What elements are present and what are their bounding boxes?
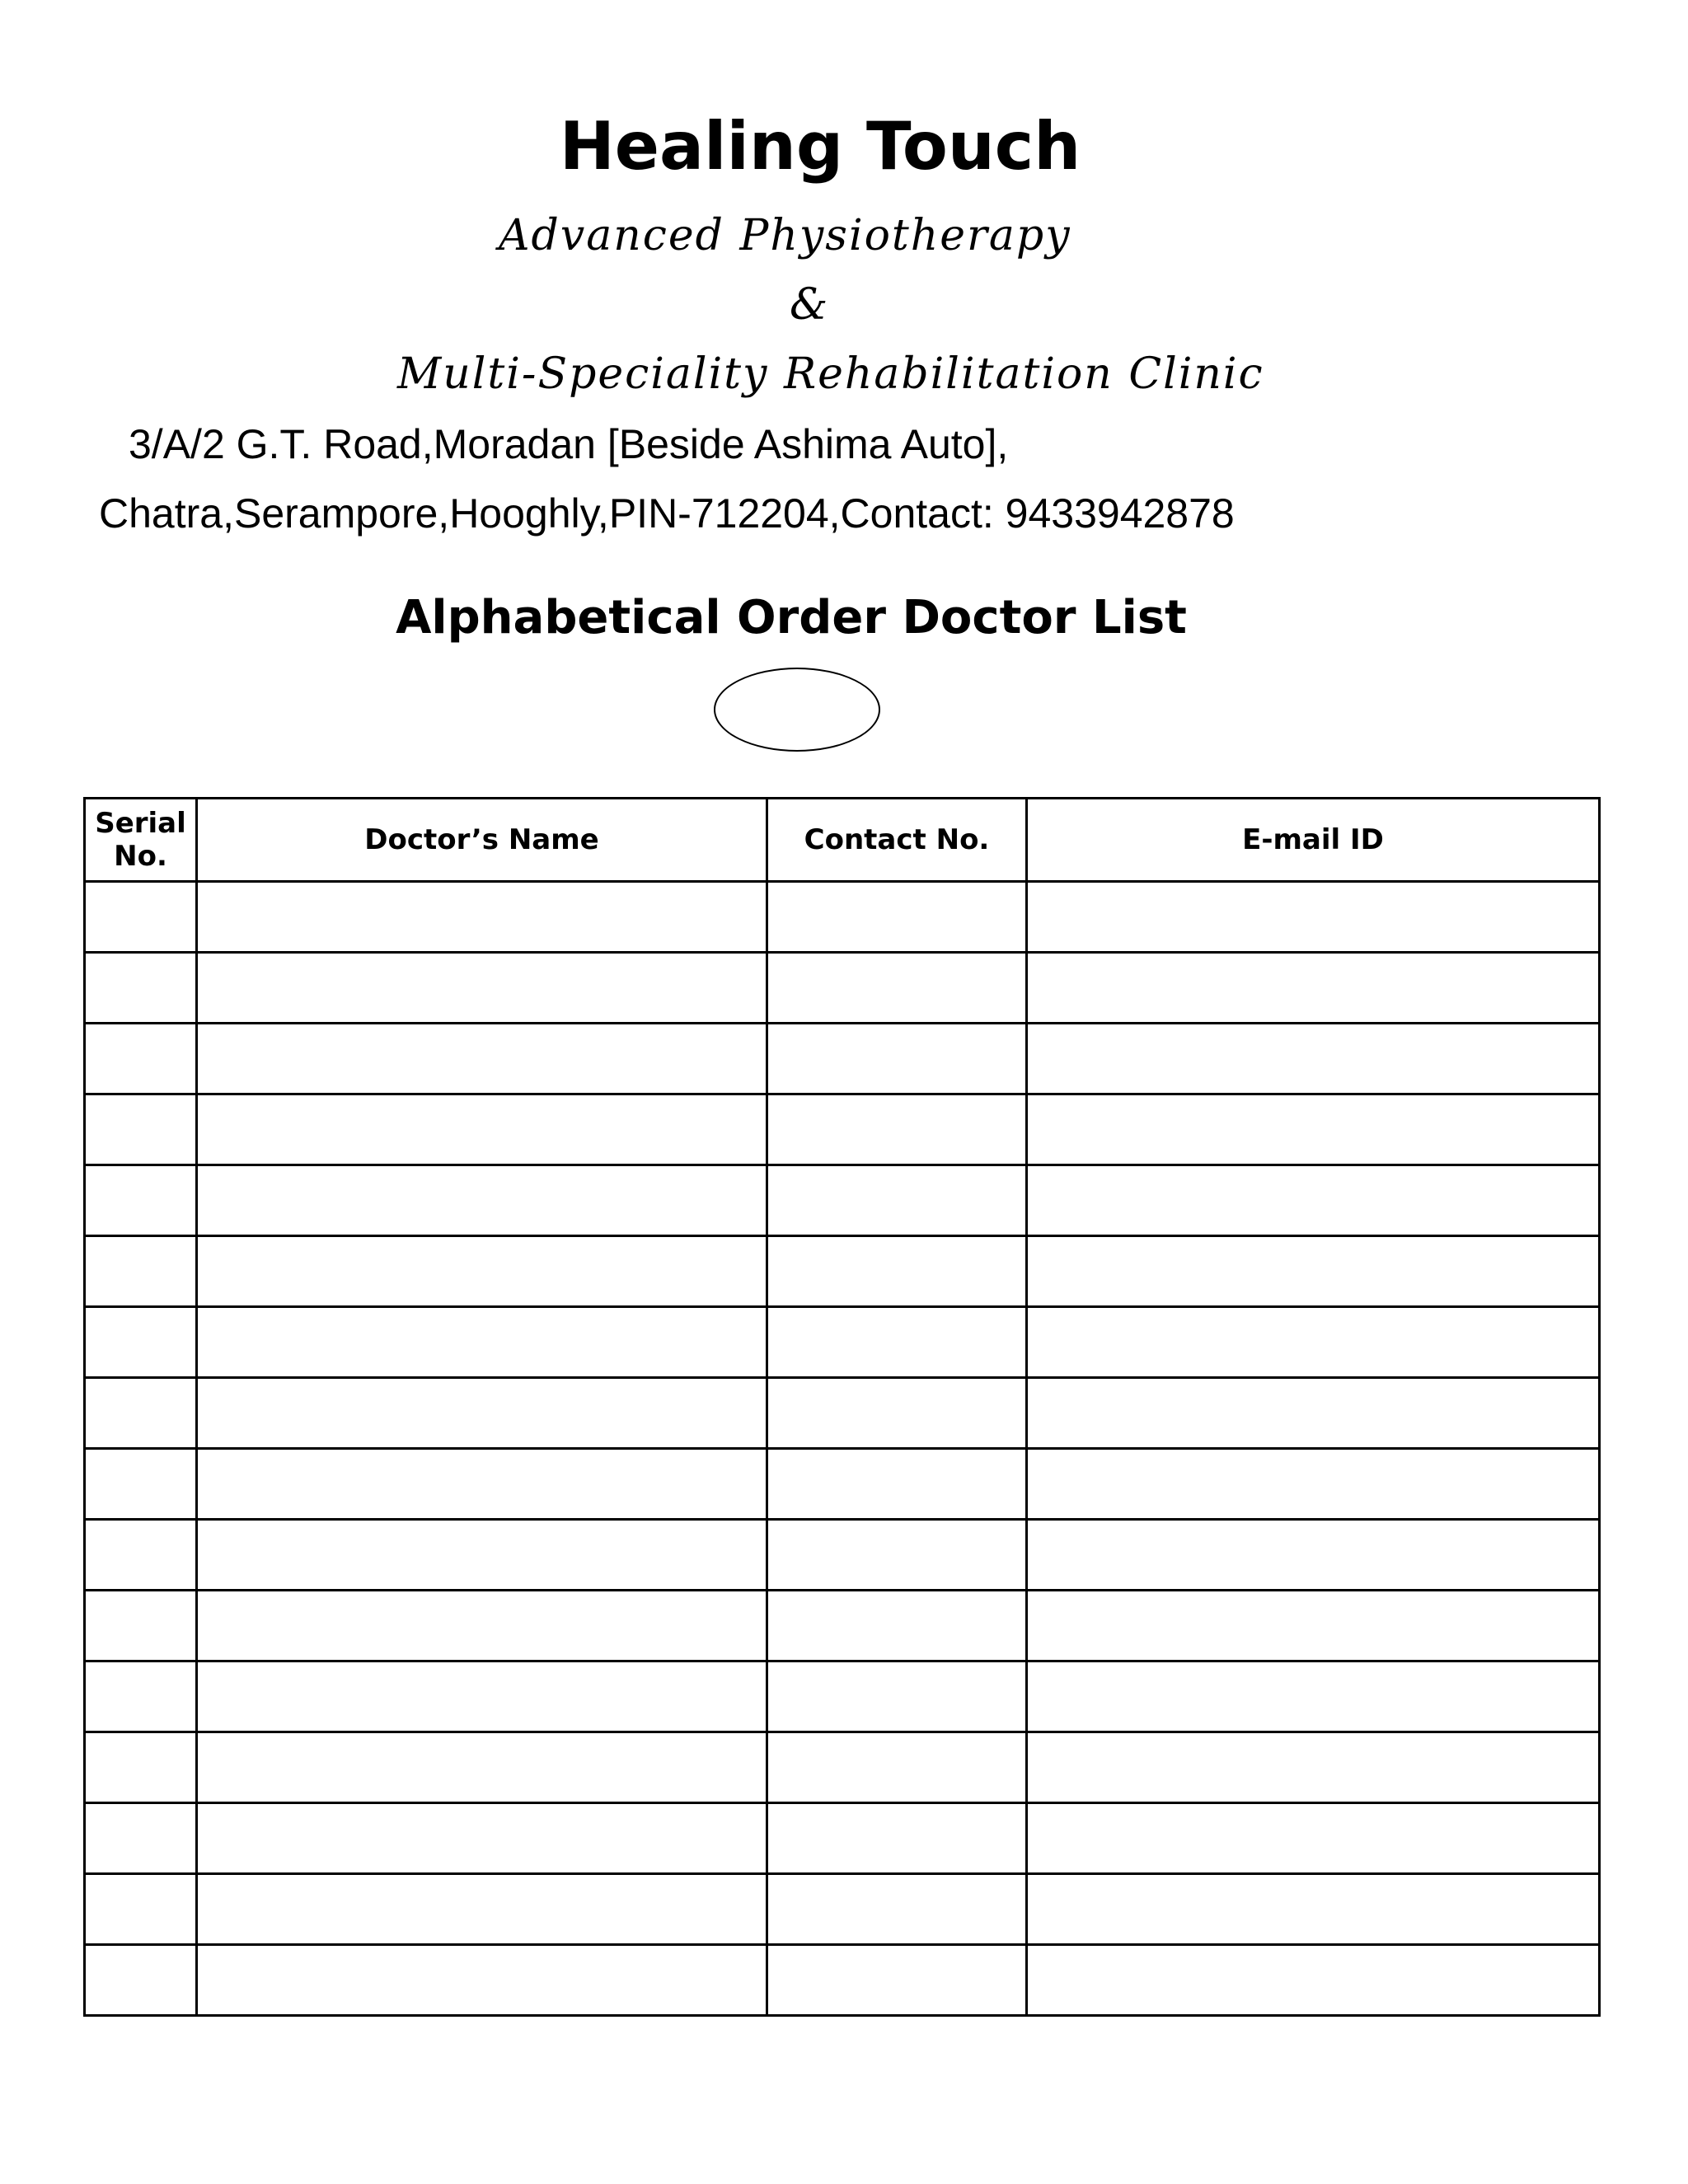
doctor-name-cell[interactable]: [197, 882, 767, 953]
table-row: [85, 1236, 1600, 1307]
table-row: [85, 1874, 1600, 1945]
doctor-table: [83, 797, 1601, 2017]
email-cell[interactable]: [1027, 1307, 1600, 1378]
serial-cell[interactable]: [85, 1024, 197, 1094]
blank-oval-field: [714, 668, 880, 752]
serial-cell[interactable]: [85, 1803, 197, 1874]
serial-cell[interactable]: [85, 1520, 197, 1591]
table-body: [85, 882, 1600, 2016]
header-email-id: E-mail ID: [1027, 799, 1600, 882]
serial-cell[interactable]: [85, 1874, 197, 1945]
table-row: [85, 953, 1600, 1024]
serial-cell[interactable]: [85, 1591, 197, 1661]
doctor-name-cell[interactable]: [197, 1520, 767, 1591]
email-cell[interactable]: [1027, 1024, 1600, 1094]
tagline-advanced-physiotherapy: Advanced Physiotherapy: [499, 211, 1071, 260]
contact-cell[interactable]: [767, 1378, 1027, 1449]
doctor-name-cell[interactable]: [197, 1803, 767, 1874]
contact-cell[interactable]: [767, 953, 1027, 1024]
email-cell[interactable]: [1027, 1094, 1600, 1165]
serial-cell[interactable]: [85, 1236, 197, 1307]
email-cell[interactable]: [1027, 1520, 1600, 1591]
list-title: Alphabetical Order Doctor List: [396, 591, 1187, 644]
table-row: [85, 1094, 1600, 1165]
header-serial-line2: No.: [114, 840, 167, 873]
serial-cell[interactable]: [85, 1449, 197, 1520]
contact-cell[interactable]: [767, 1874, 1027, 1945]
table-row: [85, 1165, 1600, 1236]
contact-cell[interactable]: [767, 1803, 1027, 1874]
email-cell[interactable]: [1027, 1236, 1600, 1307]
header-serial-no: [85, 799, 197, 882]
address-line-2: Chatra,Serampore,Hooghly,PIN-712204,Contact: 9433942878: [99, 490, 1235, 537]
table-row: [85, 882, 1600, 953]
table-row: [85, 1732, 1600, 1803]
contact-cell[interactable]: [767, 1165, 1027, 1236]
serial-cell[interactable]: [85, 1165, 197, 1236]
contact-cell[interactable]: [767, 1307, 1027, 1378]
email-cell[interactable]: [1027, 1874, 1600, 1945]
contact-cell[interactable]: [767, 1591, 1027, 1661]
table-row: [85, 1024, 1600, 1094]
serial-cell[interactable]: [85, 1945, 197, 2016]
email-cell[interactable]: [1027, 882, 1600, 953]
clinic-name: Healing Touch: [559, 108, 1081, 185]
header-doctor-name: Doctor’s Name: [197, 799, 767, 882]
header-contact-no: Contact No.: [767, 799, 1027, 882]
doctor-name-cell[interactable]: [197, 1236, 767, 1307]
table-row: [85, 1378, 1600, 1449]
table-row: [85, 1945, 1600, 2016]
table-row: [85, 1803, 1600, 1874]
email-cell[interactable]: [1027, 1803, 1600, 1874]
contact-cell[interactable]: [767, 1945, 1027, 2016]
table-row: [85, 1591, 1600, 1661]
doctor-name-cell[interactable]: [197, 953, 767, 1024]
address-line-1: 3/A/2 G.T. Road,Moradan [Beside Ashima Auto],: [129, 421, 1009, 467]
serial-cell[interactable]: [85, 1661, 197, 1732]
doctor-name-cell[interactable]: [197, 1024, 767, 1094]
doctor-name-cell[interactable]: [197, 1307, 767, 1378]
doctor-name-cell[interactable]: [197, 1094, 767, 1165]
doctor-name-cell[interactable]: [197, 1449, 767, 1520]
contact-cell[interactable]: [767, 1520, 1027, 1591]
contact-cell[interactable]: [767, 1449, 1027, 1520]
contact-cell[interactable]: [767, 1732, 1027, 1803]
doctor-name-cell[interactable]: [197, 1591, 767, 1661]
email-cell[interactable]: [1027, 1661, 1600, 1732]
doctor-name-cell[interactable]: [197, 1378, 767, 1449]
table-row: [85, 1449, 1600, 1520]
doctor-name-cell[interactable]: [197, 1661, 767, 1732]
doctor-name-cell[interactable]: [197, 1874, 767, 1945]
serial-cell[interactable]: [85, 882, 197, 953]
email-cell[interactable]: [1027, 953, 1600, 1024]
table-row: [85, 1520, 1600, 1591]
doctor-name-cell[interactable]: [197, 1732, 767, 1803]
doctor-name-cell[interactable]: [197, 1165, 767, 1236]
table-header-row: [85, 799, 1600, 882]
email-cell[interactable]: [1027, 1591, 1600, 1661]
serial-cell[interactable]: [85, 1094, 197, 1165]
contact-cell[interactable]: [767, 1024, 1027, 1094]
serial-cell[interactable]: [85, 1732, 197, 1803]
email-cell[interactable]: [1027, 1378, 1600, 1449]
tagline-rehabilitation-clinic: Multi-Speciality Rehabilitation Clinic: [397, 349, 1264, 399]
tagline-ampersand: &: [790, 280, 830, 330]
table-row: [85, 1661, 1600, 1732]
serial-cell[interactable]: [85, 953, 197, 1024]
email-cell[interactable]: [1027, 1449, 1600, 1520]
contact-cell[interactable]: [767, 882, 1027, 953]
contact-cell[interactable]: [767, 1661, 1027, 1732]
contact-cell[interactable]: [767, 1094, 1027, 1165]
email-cell[interactable]: [1027, 1732, 1600, 1803]
serial-cell[interactable]: [85, 1307, 197, 1378]
contact-cell[interactable]: [767, 1236, 1027, 1307]
header-serial-line1: Serial: [95, 807, 186, 840]
table-row: [85, 1307, 1600, 1378]
serial-cell[interactable]: [85, 1378, 197, 1449]
doctor-name-cell[interactable]: [197, 1945, 767, 2016]
email-cell[interactable]: [1027, 1165, 1600, 1236]
email-cell[interactable]: [1027, 1945, 1600, 2016]
